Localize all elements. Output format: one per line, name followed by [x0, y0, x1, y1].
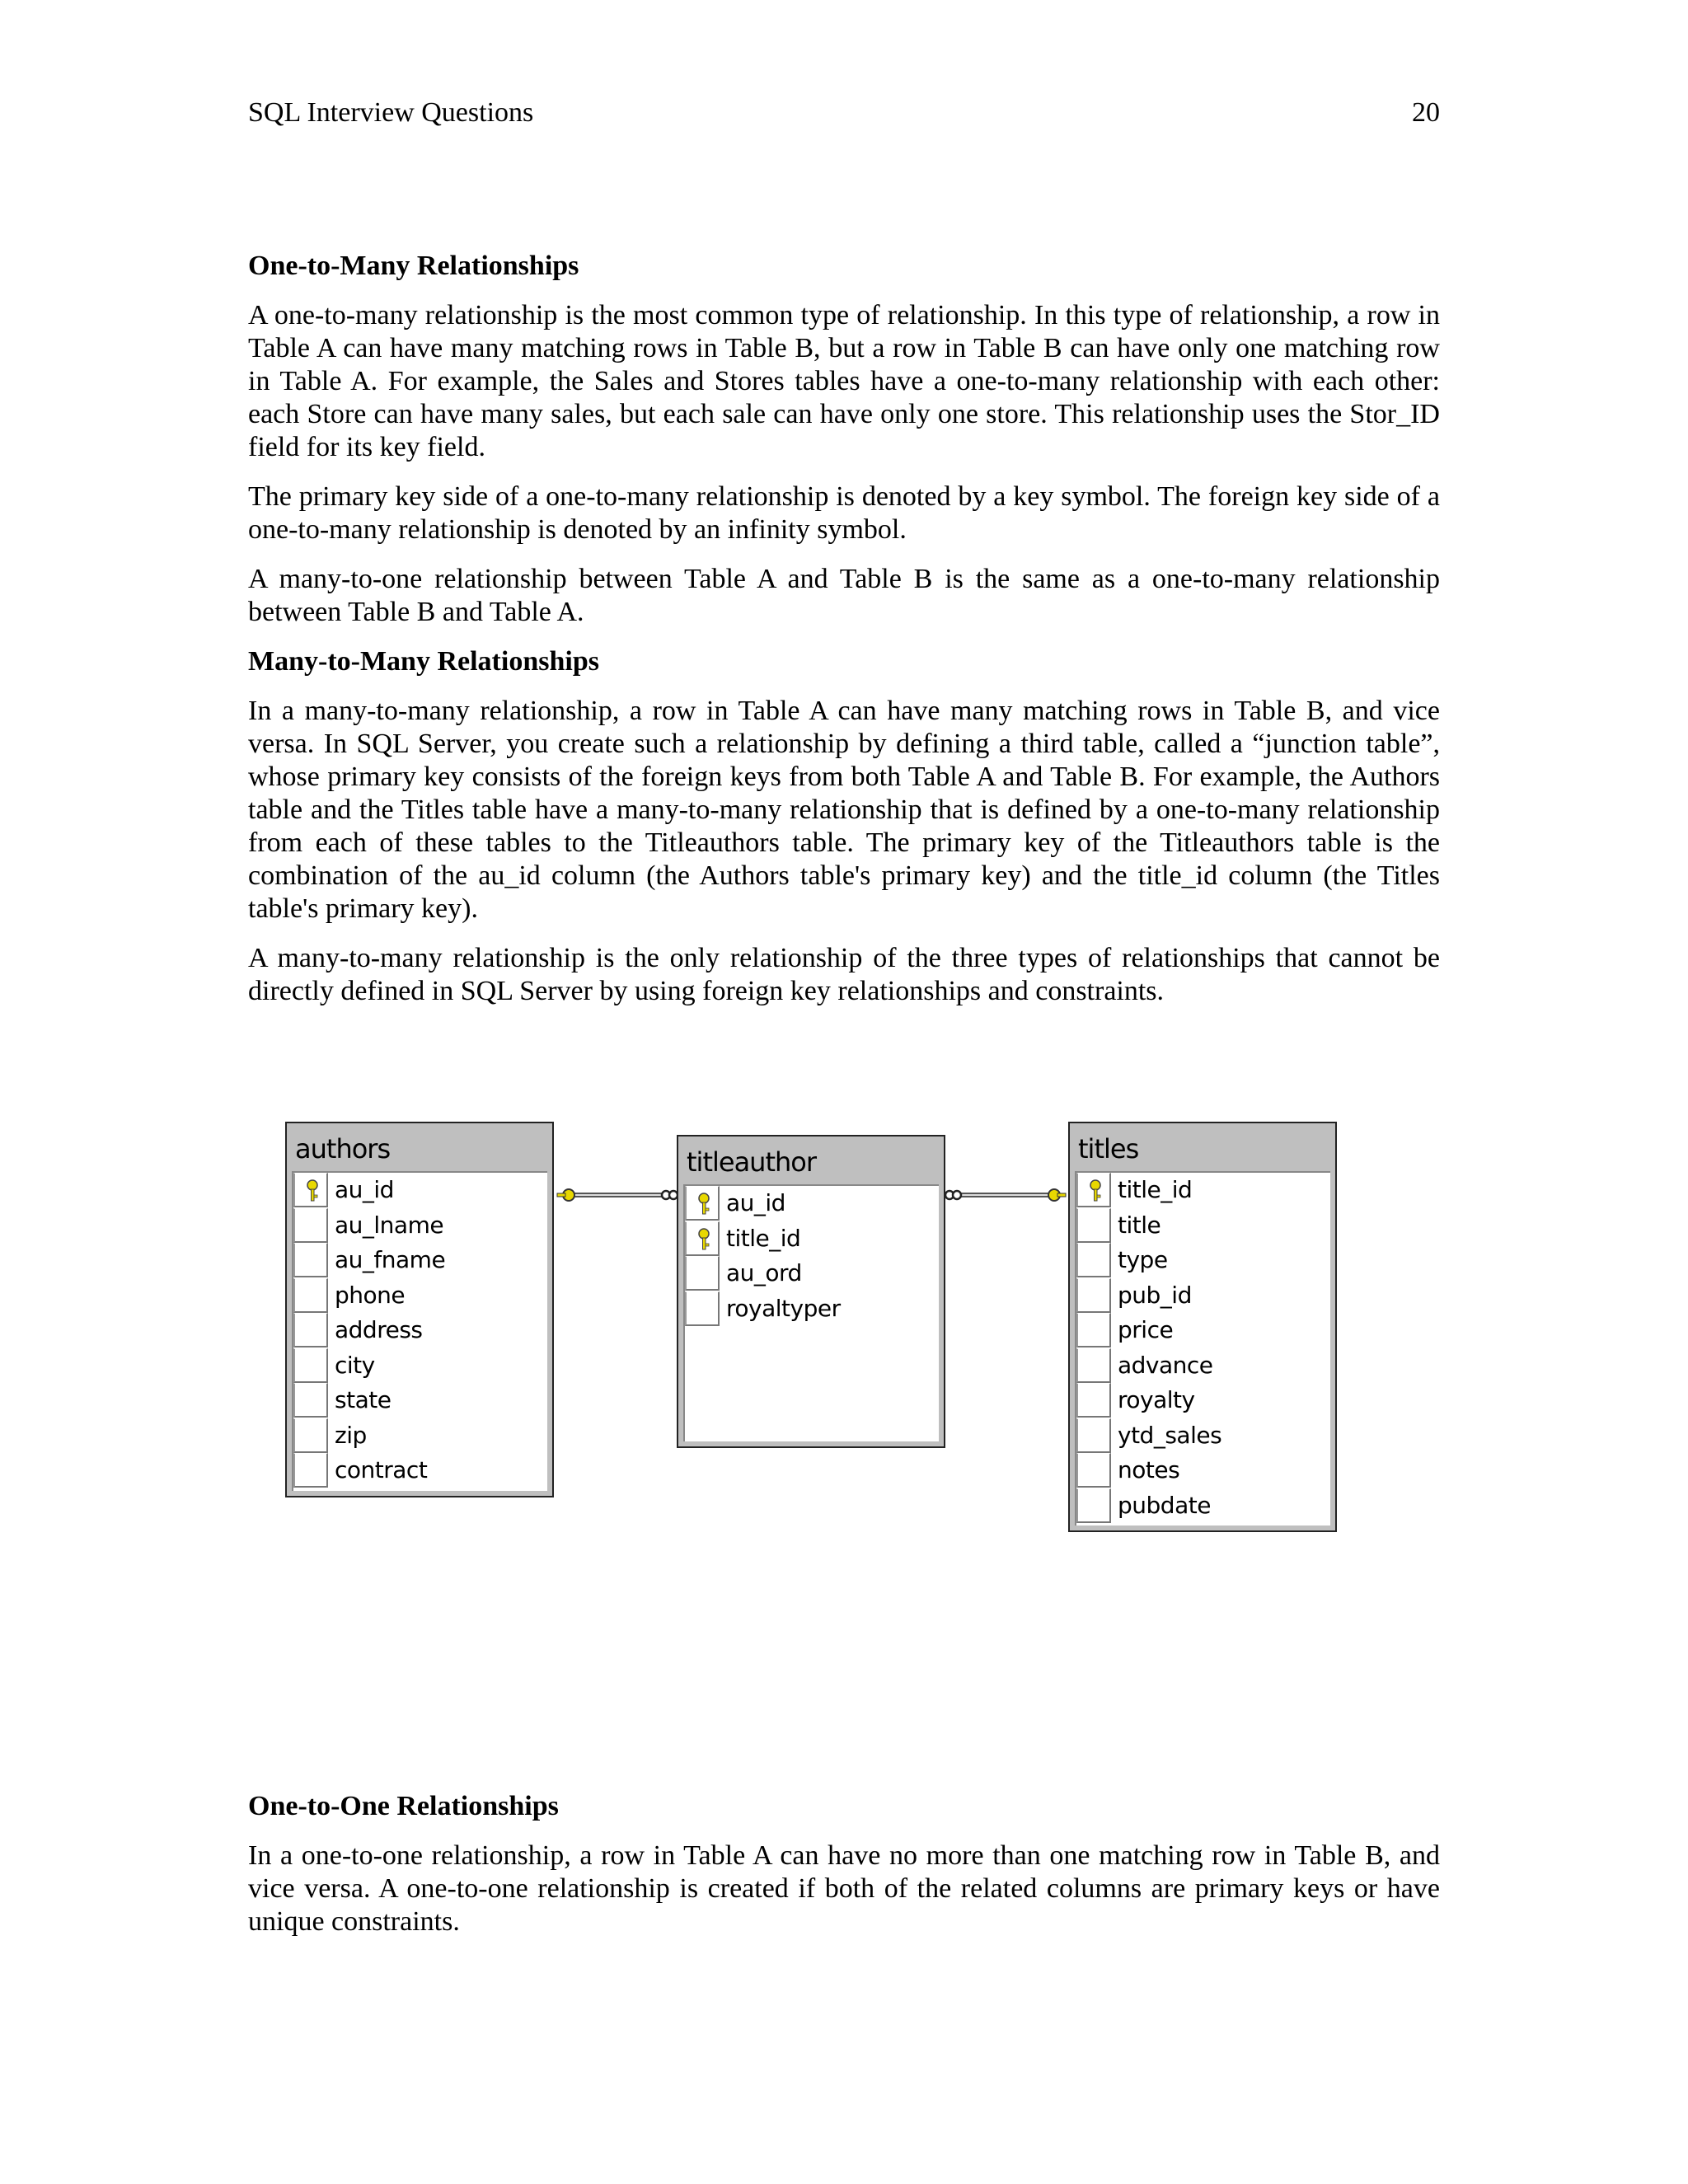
column-row[interactable] — [1076, 1173, 1330, 1208]
row-selector[interactable] — [293, 1243, 328, 1277]
column-name: price — [1118, 1316, 1174, 1343]
column-row[interactable] — [293, 1313, 547, 1348]
row-selector[interactable] — [293, 1208, 328, 1243]
row-selector[interactable] — [293, 1453, 328, 1488]
paragraph: In a one-to-one relationship, a row in Table A can have no more than one matching row in Table B, and vice versa. A one-to-one relationship is created if both of the related columns are primary keys or have unique constraints. — [248, 1840, 1440, 1937]
column-row[interactable] — [293, 1418, 547, 1454]
table-titleauthor[interactable] — [677, 1135, 945, 1448]
column-name: au_fname — [335, 1246, 446, 1273]
section-heading: One-to-One Relationships — [248, 1791, 559, 1821]
paragraph: A many-to-many relationship is the only relationship of the three types of relationships that cannot be directly defined in SQL Server by using foreign key relationships and constraints. — [248, 943, 1440, 1006]
column-row[interactable] — [1076, 1488, 1330, 1524]
column-row[interactable] — [1076, 1313, 1330, 1348]
column-row[interactable] — [685, 1291, 939, 1327]
row-selector[interactable] — [685, 1291, 720, 1326]
primary-key-icon — [305, 1179, 320, 1203]
column-name: zip — [335, 1421, 367, 1449]
column-row[interactable] — [293, 1348, 547, 1384]
row-selector[interactable] — [685, 1221, 720, 1256]
row-selector[interactable] — [1076, 1243, 1111, 1277]
row-selector[interactable] — [293, 1418, 328, 1453]
column-list — [292, 1171, 547, 1491]
column-name: title_id — [1118, 1176, 1193, 1203]
table-name: authors — [295, 1133, 391, 1165]
primary-key-icon — [696, 1192, 711, 1216]
row-selector[interactable] — [1076, 1173, 1111, 1207]
key-icon — [557, 1189, 574, 1201]
column-list — [1075, 1171, 1330, 1526]
section-heading: Many-to-Many Relationships — [248, 646, 599, 677]
table-authors[interactable] — [285, 1122, 554, 1497]
column-name: city — [335, 1351, 375, 1379]
column-name: advance — [1118, 1351, 1213, 1379]
column-row[interactable] — [1076, 1453, 1330, 1488]
column-row[interactable] — [293, 1453, 547, 1488]
column-name: royaltyper — [726, 1294, 841, 1322]
column-row[interactable] — [293, 1208, 547, 1244]
column-name: pubdate — [1118, 1491, 1211, 1519]
paragraph: A many-to-one relationship between Table A and Table B is the same as a one-to-many relationship between Table B and Table A. — [248, 564, 1440, 627]
row-selector[interactable] — [293, 1313, 328, 1347]
column-row[interactable] — [293, 1243, 547, 1278]
paragraph: A one-to-many relationship is the most common type of relationship. In this type of relationship, a row in Table A can have many matching rows in Table B, but a row in Table B can have only one matching row in Table A. For example, the Sales and Stores tables have a one-to-many relationship with each other: each Store can have many sales, but each sale can have only one store. This relationship uses the Stor_ID field for its key field. — [248, 300, 1440, 462]
column-row[interactable] — [685, 1186, 939, 1221]
column-row[interactable] — [1076, 1208, 1330, 1244]
column-name: au_id — [335, 1176, 394, 1203]
table-name: titleauthor — [687, 1146, 817, 1178]
page-number: 20 — [1412, 97, 1440, 128]
column-name: title — [1118, 1211, 1161, 1239]
column-name: title_id — [726, 1224, 801, 1252]
row-selector[interactable] — [1076, 1453, 1111, 1488]
section-one-to-many — [248, 250, 1440, 1008]
column-row[interactable] — [1076, 1383, 1330, 1418]
row-selector[interactable] — [685, 1256, 720, 1291]
infinity-icon — [945, 1191, 961, 1199]
row-selector[interactable] — [1076, 1208, 1111, 1243]
column-row[interactable] — [685, 1256, 939, 1291]
column-name: address — [335, 1316, 423, 1343]
column-row[interactable] — [293, 1173, 547, 1208]
column-name: au_id — [726, 1189, 785, 1216]
column-row[interactable] — [1076, 1418, 1330, 1454]
database-diagram — [280, 1117, 1352, 1537]
relationship-line-authors-titleauthor[interactable] — [554, 1183, 678, 1207]
paragraph: In a many-to-many relationship, a row in Table A can have many matching rows in Table B, and vice versa. In SQL Server, you create such a relationship by defining a third table, called a “junction table”, whose primary key consists of the foreign keys from both Table A and Table B. For example, the Authors table and the Titles table have a many-to-many relationship that is defined by a one-to-many relationship from each of these tables to the Titleauthors table. The primary key of the Titleauthors table is the combination of the au_id column (the Authors table's primary key) and the title_id column (the Titles table's primary key). — [248, 696, 1440, 924]
section-one-to-one — [248, 1790, 1440, 1938]
infinity-icon — [662, 1191, 678, 1199]
primary-key-icon — [696, 1227, 711, 1252]
table-titles[interactable] — [1068, 1122, 1337, 1532]
table-name: titles — [1078, 1133, 1139, 1165]
running-title: SQL Interview Questions — [248, 97, 534, 128]
column-row[interactable] — [1076, 1278, 1330, 1314]
primary-key-icon — [1088, 1179, 1103, 1203]
column-row[interactable] — [293, 1278, 547, 1314]
row-selector[interactable] — [1076, 1418, 1111, 1453]
paragraph: The primary key side of a one-to-many relationship is denoted by a key symbol. The foreign key side of a one-to-many relationship is denoted by an infinity symbol. — [248, 481, 1440, 545]
column-name: state — [335, 1386, 392, 1413]
column-row[interactable] — [1076, 1348, 1330, 1384]
section-heading: One-to-Many Relationships — [248, 251, 579, 281]
column-name: type — [1118, 1246, 1168, 1273]
column-name: au_ord — [726, 1259, 802, 1286]
column-name: au_lname — [335, 1211, 444, 1239]
row-selector[interactable] — [1076, 1313, 1111, 1347]
row-selector[interactable] — [1076, 1278, 1111, 1313]
row-selector[interactable] — [293, 1173, 328, 1207]
column-row[interactable] — [293, 1383, 547, 1418]
column-list — [683, 1184, 939, 1441]
column-name: royalty — [1118, 1386, 1195, 1413]
row-selector[interactable] — [293, 1278, 328, 1313]
column-row[interactable] — [685, 1221, 939, 1257]
row-selector[interactable] — [1076, 1383, 1111, 1418]
key-icon — [1048, 1189, 1066, 1201]
relationship-line-titleauthor-titles[interactable] — [945, 1183, 1069, 1207]
column-name: ytd_sales — [1118, 1421, 1222, 1449]
row-selector[interactable] — [293, 1383, 328, 1418]
column-name: pub_id — [1118, 1281, 1192, 1309]
row-selector[interactable] — [1076, 1348, 1111, 1383]
row-selector[interactable] — [685, 1186, 720, 1221]
column-name: phone — [335, 1281, 406, 1309]
column-name: contract — [335, 1456, 428, 1483]
column-name: notes — [1118, 1456, 1180, 1483]
row-selector[interactable] — [1076, 1488, 1111, 1523]
column-row[interactable] — [1076, 1243, 1330, 1278]
row-selector[interactable] — [293, 1348, 328, 1383]
